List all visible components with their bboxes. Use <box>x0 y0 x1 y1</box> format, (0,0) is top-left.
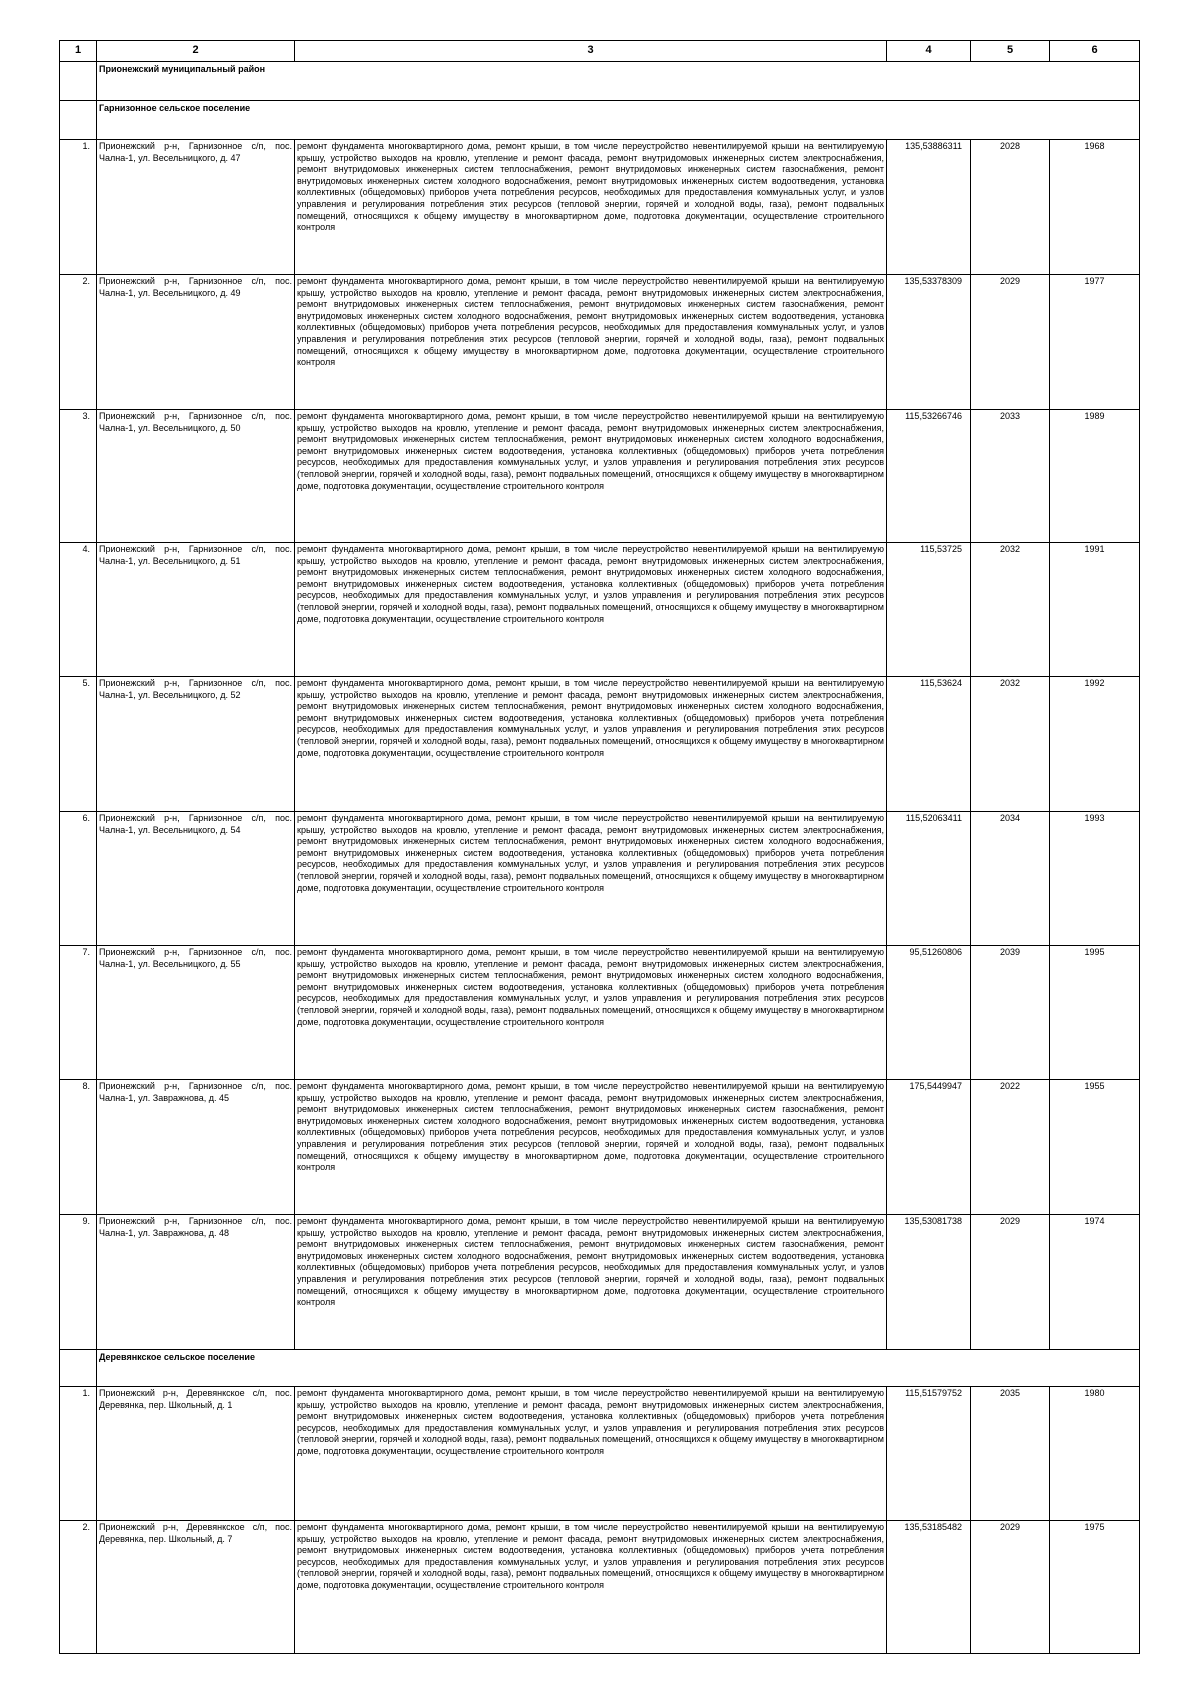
works-cell: ремонт фундамента многоквартирного дома, ремонт крыши, в том числе переустройство невентилируемой крыши на вентилируемую крышу, устройство выходов на кровлю, утепление и ремонт фасада, ремонт внутридомовых инженерных систем электроснабжения, ремонт внутридомовых инженерных систем теплоснабжения, ремонт внутридомовых инженерных систем холодного водоснабжения, ремонт внутридомовых инженерных систем водоотведения, установка коллективных (общедомовых) приборов учета потребления ресурсов, необходимых для предоставления коммунальных услуг, и узлов управления и регулирования потребления этих ресурсов (тепловой энергии, горячей и холодной воды, газа), ремонт подвальных помещений, относящихся к общему имуществу в многоквартирном доме, подготовка документации, осуществление строительного контроля <box>295 677 887 812</box>
planned-year-cell: 2032 <box>971 677 1050 812</box>
district-row <box>60 62 1140 101</box>
planned-year-cell: 2029 <box>971 1215 1050 1350</box>
cost-cell: 95,51260806 <box>887 946 971 1080</box>
cost-cell: 135,53185482 <box>887 1521 971 1654</box>
table-row <box>60 1387 1140 1521</box>
planned-year-cell: 2039 <box>971 946 1050 1080</box>
row-number: 1. <box>60 140 97 275</box>
address-cell: Прионежский р-н, Деревянкское с/п, пос. Деревянка, пер. Школьный, д. 1 <box>97 1387 295 1521</box>
address-cell: Прионежский р-н, Деревянкское с/п, пос. Деревянка, пер. Школьный, д. 7 <box>97 1521 295 1654</box>
planned-year-cell: 2032 <box>971 543 1050 677</box>
row-number: 2. <box>60 1521 97 1654</box>
table-row <box>60 140 1140 275</box>
works-cell: ремонт фундамента многоквартирного дома, ремонт крыши, в том числе переустройство невентилируемой крыши на вентилируемую крышу, устройство выходов на кровлю, утепление и ремонт фасада, ремонт внутридомовых инженерных систем электроснабжения, ремонт внутридомовых инженерных систем теплоснабжения, ремонт внутридомовых инженерных систем газоснабжения, ремонт внутридомовых инженерных систем холодного водоснабжения, ремонт внутридомовых инженерных систем водоотведения, установка коллективных (общедомовых) приборов учета потребления ресурсов, необходимых для предоставления коммунальных услуг, и узлов управления и регулирования потребления этих ресурсов (тепловой энергии, горячей и холодной воды, газа), ремонт подвальных помещений, относящихся к общему имуществу в многоквартирном доме, подготовка документации, осуществление строительного контроля <box>295 275 887 410</box>
row-number: 2. <box>60 275 97 410</box>
address-cell: Прионежский р-н, Гарнизонное с/п, пос. Чална-1, ул. Весельницкого, д. 54 <box>97 812 295 946</box>
build-year-cell: 1993 <box>1050 812 1140 946</box>
works-cell: ремонт фундамента многоквартирного дома, ремонт крыши, в том числе переустройство невентилируемой крыши на вентилируемую крышу, устройство выходов на кровлю, утепление и ремонт фасада, ремонт внутридомовых инженерных систем электроснабжения, ремонт внутридомовых инженерных систем водоотведения, установка коллективных (общедомовых) приборов учета потребления ресурсов, необходимых для предоставления коммунальных услуг, и узлов управления и регулирования потребления этих ресурсов (тепловой энергии, горячей и холодной воды, газа), ремонт подвальных помещений, относящихся к общему имуществу в многоквартирном доме, подготовка документации, осуществление строительного контроля <box>295 1521 887 1654</box>
cost-cell: 135,53886311 <box>887 140 971 275</box>
table-row <box>60 410 1140 543</box>
build-year-cell: 1977 <box>1050 275 1140 410</box>
build-year-cell: 1968 <box>1050 140 1140 275</box>
address-cell: Прионежский р-н, Гарнизонное с/п, пос. Чална-1, ул. Весельницкого, д. 52 <box>97 677 295 812</box>
planned-year-cell: 2033 <box>971 410 1050 543</box>
cost-cell: 115,51579752 <box>887 1387 971 1521</box>
address-cell: Прионежский р-н, Гарнизонное с/п, пос. Чална-1, ул. Весельницкого, д. 51 <box>97 543 295 677</box>
table-row <box>60 812 1140 946</box>
planned-year-cell: 2028 <box>971 140 1050 275</box>
planned-year-cell: 2029 <box>971 275 1050 410</box>
section-empty-cell <box>60 101 97 140</box>
address-cell: Прионежский р-н, Гарнизонное с/п, пос. Чална-1, ул. Весельницкого, д. 55 <box>97 946 295 1080</box>
row-number: 5. <box>60 677 97 812</box>
row-number: 8. <box>60 1080 97 1215</box>
capital-repair-table <box>59 40 1140 1654</box>
column-number-row <box>60 41 1140 62</box>
planned-year-cell: 2034 <box>971 812 1050 946</box>
planned-year-cell: 2029 <box>971 1521 1050 1654</box>
section-row <box>60 101 1140 140</box>
table-row <box>60 275 1140 410</box>
table-row <box>60 946 1140 1080</box>
table-row <box>60 543 1140 677</box>
address-cell: Прионежский р-н, Гарнизонное с/п, пос. Чална-1, ул. Весельницкого, д. 50 <box>97 410 295 543</box>
build-year-cell: 1955 <box>1050 1080 1140 1215</box>
cost-cell: 115,53624 <box>887 677 971 812</box>
address-cell: Прионежский р-н, Гарнизонное с/п, пос. Чална-1, ул. Завражнова, д. 45 <box>97 1080 295 1215</box>
section-row <box>60 1350 1140 1387</box>
district-empty-cell <box>60 62 97 101</box>
works-cell: ремонт фундамента многоквартирного дома, ремонт крыши, в том числе переустройство невентилируемой крыши на вентилируемую крышу, устройство выходов на кровлю, утепление и ремонт фасада, ремонт внутридомовых инженерных систем электроснабжения, ремонт внутридомовых инженерных систем теплоснабжения, ремонт внутридомовых инженерных систем газоснабжения, ремонт внутридомовых инженерных систем холодного водоснабжения, ремонт внутридомовых инженерных систем водоотведения, установка коллективных (общедомовых) приборов учета потребления ресурсов, необходимых для предоставления коммунальных услуг, и узлов управления и регулирования потребления этих ресурсов (тепловой энергии, горячей и холодной воды, газа), ремонт подвальных помещений, относящихся к общему имуществу в многоквартирном доме, подготовка документации, осуществление строительного контроля <box>295 1080 887 1215</box>
address-cell: Прионежский р-н, Гарнизонное с/п, пос. Чална-1, ул. Завражнова, д. 48 <box>97 1215 295 1350</box>
cost-cell: 135,53081738 <box>887 1215 971 1350</box>
table-row <box>60 1521 1140 1654</box>
works-cell: ремонт фундамента многоквартирного дома, ремонт крыши, в том числе переустройство невентилируемой крыши на вентилируемую крышу, устройство выходов на кровлю, утепление и ремонт фасада, ремонт внутридомовых инженерных систем электроснабжения, ремонт внутридомовых инженерных систем теплоснабжения, ремонт внутридомовых инженерных систем газоснабжения, ремонт внутридомовых инженерных систем холодного водоснабжения, ремонт внутридомовых инженерных систем водоотведения, установка коллективных (общедомовых) приборов учета потребления ресурсов, необходимых для предоставления коммунальных услуг, и узлов управления и регулирования потребления этих ресурсов (тепловой энергии, горячей и холодной воды, газа), ремонт подвальных помещений, относящихся к общему имуществу в многоквартирном доме, подготовка документации, осуществление строительного контроля <box>295 140 887 275</box>
column-number-2: 2 <box>97 41 295 62</box>
cost-cell: 115,53266746 <box>887 410 971 543</box>
build-year-cell: 1989 <box>1050 410 1140 543</box>
row-number: 6. <box>60 812 97 946</box>
build-year-cell: 1995 <box>1050 946 1140 1080</box>
section-name: Деревянкское сельское поселение <box>97 1350 1140 1387</box>
table-row <box>60 1080 1140 1215</box>
works-cell: ремонт фундамента многоквартирного дома, ремонт крыши, в том числе переустройство невентилируемой крыши на вентилируемую крышу, устройство выходов на кровлю, утепление и ремонт фасада, ремонт внутридомовых инженерных систем электроснабжения, ремонт внутридомовых инженерных систем теплоснабжения, ремонт внутридомовых инженерных систем холодного водоснабжения, ремонт внутридомовых инженерных систем водоотведения, установка коллективных (общедомовых) приборов учета потребления ресурсов, необходимых для предоставления коммунальных услуг, и узлов управления и регулирования потребления этих ресурсов (тепловой энергии, горячей и холодной воды, газа), ремонт подвальных помещений, относящихся к общему имуществу в многоквартирном доме, подготовка документации, осуществление строительного контроля <box>295 946 887 1080</box>
build-year-cell: 1992 <box>1050 677 1140 812</box>
row-number: 9. <box>60 1215 97 1350</box>
works-cell: ремонт фундамента многоквартирного дома, ремонт крыши, в том числе переустройство невентилируемой крыши на вентилируемую крышу, устройство выходов на кровлю, утепление и ремонт фасада, ремонт внутридомовых инженерных систем электроснабжения, ремонт внутридомовых инженерных систем теплоснабжения, ремонт внутридомовых инженерных систем холодного водоснабжения, ремонт внутридомовых инженерных систем водоотведения, установка коллективных (общедомовых) приборов учета потребления ресурсов, необходимых для предоставления коммунальных услуг, и узлов управления и регулирования потребления этих ресурсов (тепловой энергии, горячей и холодной воды, газа), ремонт подвальных помещений, относящихся к общему имуществу в многоквартирном доме, подготовка документации, осуществление строительного контроля <box>295 410 887 543</box>
cost-cell: 175,5449947 <box>887 1080 971 1215</box>
row-number: 7. <box>60 946 97 1080</box>
cost-cell: 135,53378309 <box>887 275 971 410</box>
column-number-1: 1 <box>60 41 97 62</box>
section-empty-cell <box>60 1350 97 1387</box>
column-number-6: 6 <box>1050 41 1140 62</box>
district-name: Прионежский муниципальный район <box>97 62 1140 101</box>
address-cell: Прионежский р-н, Гарнизонное с/п, пос. Чална-1, ул. Весельницкого, д. 47 <box>97 140 295 275</box>
table-body <box>60 41 1140 1654</box>
section-name: Гарнизонное сельское поселение <box>97 101 1140 140</box>
column-number-4: 4 <box>887 41 971 62</box>
table-row <box>60 677 1140 812</box>
table-row <box>60 1215 1140 1350</box>
row-number: 1. <box>60 1387 97 1521</box>
column-number-5: 5 <box>971 41 1050 62</box>
build-year-cell: 1991 <box>1050 543 1140 677</box>
planned-year-cell: 2035 <box>971 1387 1050 1521</box>
works-cell: ремонт фундамента многоквартирного дома, ремонт крыши, в том числе переустройство невентилируемой крыши на вентилируемую крышу, устройство выходов на кровлю, утепление и ремонт фасада, ремонт внутридомовых инженерных систем электроснабжения, ремонт внутридомовых инженерных систем теплоснабжения, ремонт внутридомовых инженерных систем холодного водоснабжения, ремонт внутридомовых инженерных систем водоотведения, установка коллективных (общедомовых) приборов учета потребления ресурсов, необходимых для предоставления коммунальных услуг, и узлов управления и регулирования потребления этих ресурсов (тепловой энергии, горячей и холодной воды, газа), ремонт подвальных помещений, относящихся к общему имуществу в многоквартирном доме, подготовка документации, осуществление строительного контроля <box>295 543 887 677</box>
works-cell: ремонт фундамента многоквартирного дома, ремонт крыши, в том числе переустройство невентилируемой крыши на вентилируемую крышу, устройство выходов на кровлю, утепление и ремонт фасада, ремонт внутридомовых инженерных систем электроснабжения, ремонт внутридомовых инженерных систем водоотведения, установка коллективных (общедомовых) приборов учета потребления ресурсов, необходимых для предоставления коммунальных услуг, и узлов управления и регулирования потребления этих ресурсов (тепловой энергии, горячей и холодной воды, газа), ремонт подвальных помещений, относящихся к общему имуществу в многоквартирном доме, подготовка документации, осуществление строительного контроля <box>295 1387 887 1521</box>
cost-cell: 115,53725 <box>887 543 971 677</box>
row-number: 4. <box>60 543 97 677</box>
build-year-cell: 1980 <box>1050 1387 1140 1521</box>
planned-year-cell: 2022 <box>971 1080 1050 1215</box>
build-year-cell: 1974 <box>1050 1215 1140 1350</box>
column-number-3: 3 <box>295 41 887 62</box>
address-cell: Прионежский р-н, Гарнизонное с/п, пос. Чална-1, ул. Весельницкого, д. 49 <box>97 275 295 410</box>
row-number: 3. <box>60 410 97 543</box>
works-cell: ремонт фундамента многоквартирного дома, ремонт крыши, в том числе переустройство невентилируемой крыши на вентилируемую крышу, устройство выходов на кровлю, утепление и ремонт фасада, ремонт внутридомовых инженерных систем электроснабжения, ремонт внутридомовых инженерных систем теплоснабжения, ремонт внутридомовых инженерных систем холодного водоснабжения, ремонт внутридомовых инженерных систем водоотведения, установка коллективных (общедомовых) приборов учета потребления ресурсов, необходимых для предоставления коммунальных услуг, и узлов управления и регулирования потребления этих ресурсов (тепловой энергии, горячей и холодной воды, газа), ремонт подвальных помещений, относящихся к общему имуществу в многоквартирном доме, подготовка документации, осуществление строительного контроля <box>295 812 887 946</box>
works-cell: ремонт фундамента многоквартирного дома, ремонт крыши, в том числе переустройство невентилируемой крыши на вентилируемую крышу, устройство выходов на кровлю, утепление и ремонт фасада, ремонт внутридомовых инженерных систем электроснабжения, ремонт внутридомовых инженерных систем теплоснабжения, ремонт внутридомовых инженерных систем газоснабжения, ремонт внутридомовых инженерных систем холодного водоснабжения, ремонт внутридомовых инженерных систем водоотведения, установка коллективных (общедомовых) приборов учета потребления ресурсов, необходимых для предоставления коммунальных услуг, и узлов управления и регулирования потребления этих ресурсов (тепловой энергии, горячей и холодной воды, газа), ремонт подвальных помещений, относящихся к общему имуществу в многоквартирном доме, подготовка документации, осуществление строительного контроля <box>295 1215 887 1350</box>
cost-cell: 115,52063411 <box>887 812 971 946</box>
build-year-cell: 1975 <box>1050 1521 1140 1654</box>
